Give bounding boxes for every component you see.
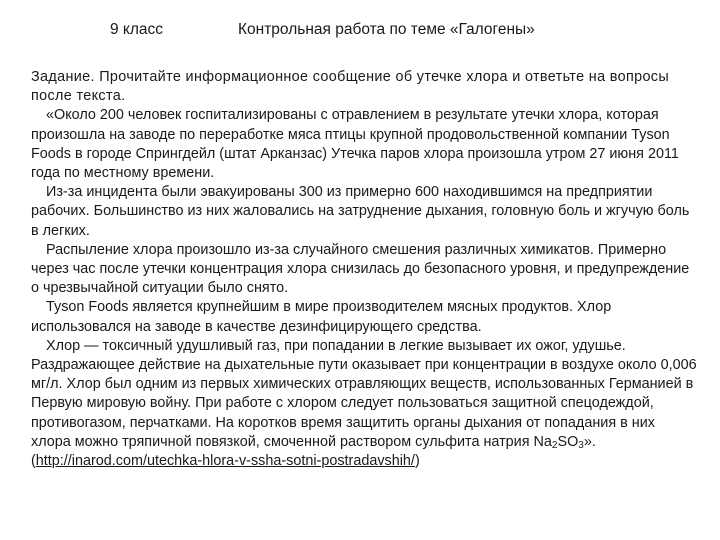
paragraph-chlorine-info — [31, 337, 697, 452]
document-header — [0, 21, 720, 45]
paragraph-evacuation: Из-за инцидента были эвакуированы 300 из примерно 600 находившимся на предприятии рабочих. Большинство из них жаловались на затруднение дыхания, головную боль и жгучую боль в легких. — [31, 184, 690, 239]
source-citation — [31, 452, 697, 471]
formula-subscript-3: 3 — [578, 439, 584, 451]
chlorine-info-text: Хлор — токсичный удушливый газ, при попадании в легкие вызывает их ожог, удушье. Раздражающее действие на дыхательные пути оказывает при концентрации в воздухе около 0,006 мг/л. Хлор был одним из первых химических отравляющих веществ, использованных Германией в Первую мировую войну. При работе с хлором следует пользоваться защитной спецодеждой, противогазом, перчатками. На коротков время защитить органы дыхания от попадания в них хлора можно тряпичной повязкой, смоченной раствором сульфита натрия Na — [31, 337, 697, 450]
paragraph-incident: «Около 200 человек госпитализированы с отравлением в результате утечки хлора, которая произошла на заводе по переработке мяса птицы крупной продовольственной компании Tyson Foods в городе Спрингдейл (штат Арканзас) Утечка паров хлора произошла утром 27 июня 2011 года по местному времени. — [31, 107, 679, 182]
document-title: Контрольная работа по теме «Галогены» — [238, 21, 535, 38]
document-body — [31, 68, 697, 471]
closing-quote: ». — [583, 433, 596, 450]
formula-subscript-2: 2 — [551, 439, 558, 451]
source-open-paren: ( — [31, 453, 36, 470]
source-close-paren: ) — [414, 453, 420, 470]
paragraph-company: Tyson Foods является крупнейшим в мире производителем мясных продуктов. Хлор использовался на заводе в качестве дезинфицирующего средства. — [31, 299, 612, 335]
task-instruction: Задание. Прочитайте информационное сообщение об утечке хлора и ответьте на вопросы после текста. — [31, 69, 670, 105]
paragraph-cause: Распыление хлора произошло из-за случайного смешения различных химикатов. Примерно через час после утечки концентрация хлора снизилась до безопасного уровня, и предупреждение о чрезвычайной ситуации было снято. — [31, 241, 690, 297]
grade-label: 9 класс — [110, 21, 164, 38]
source-link[interactable]: http://inarod.com/utechka-hlora-v-ssha-sotni-postradavshih/ — [35, 453, 415, 470]
formula-so: SO — [557, 433, 579, 450]
